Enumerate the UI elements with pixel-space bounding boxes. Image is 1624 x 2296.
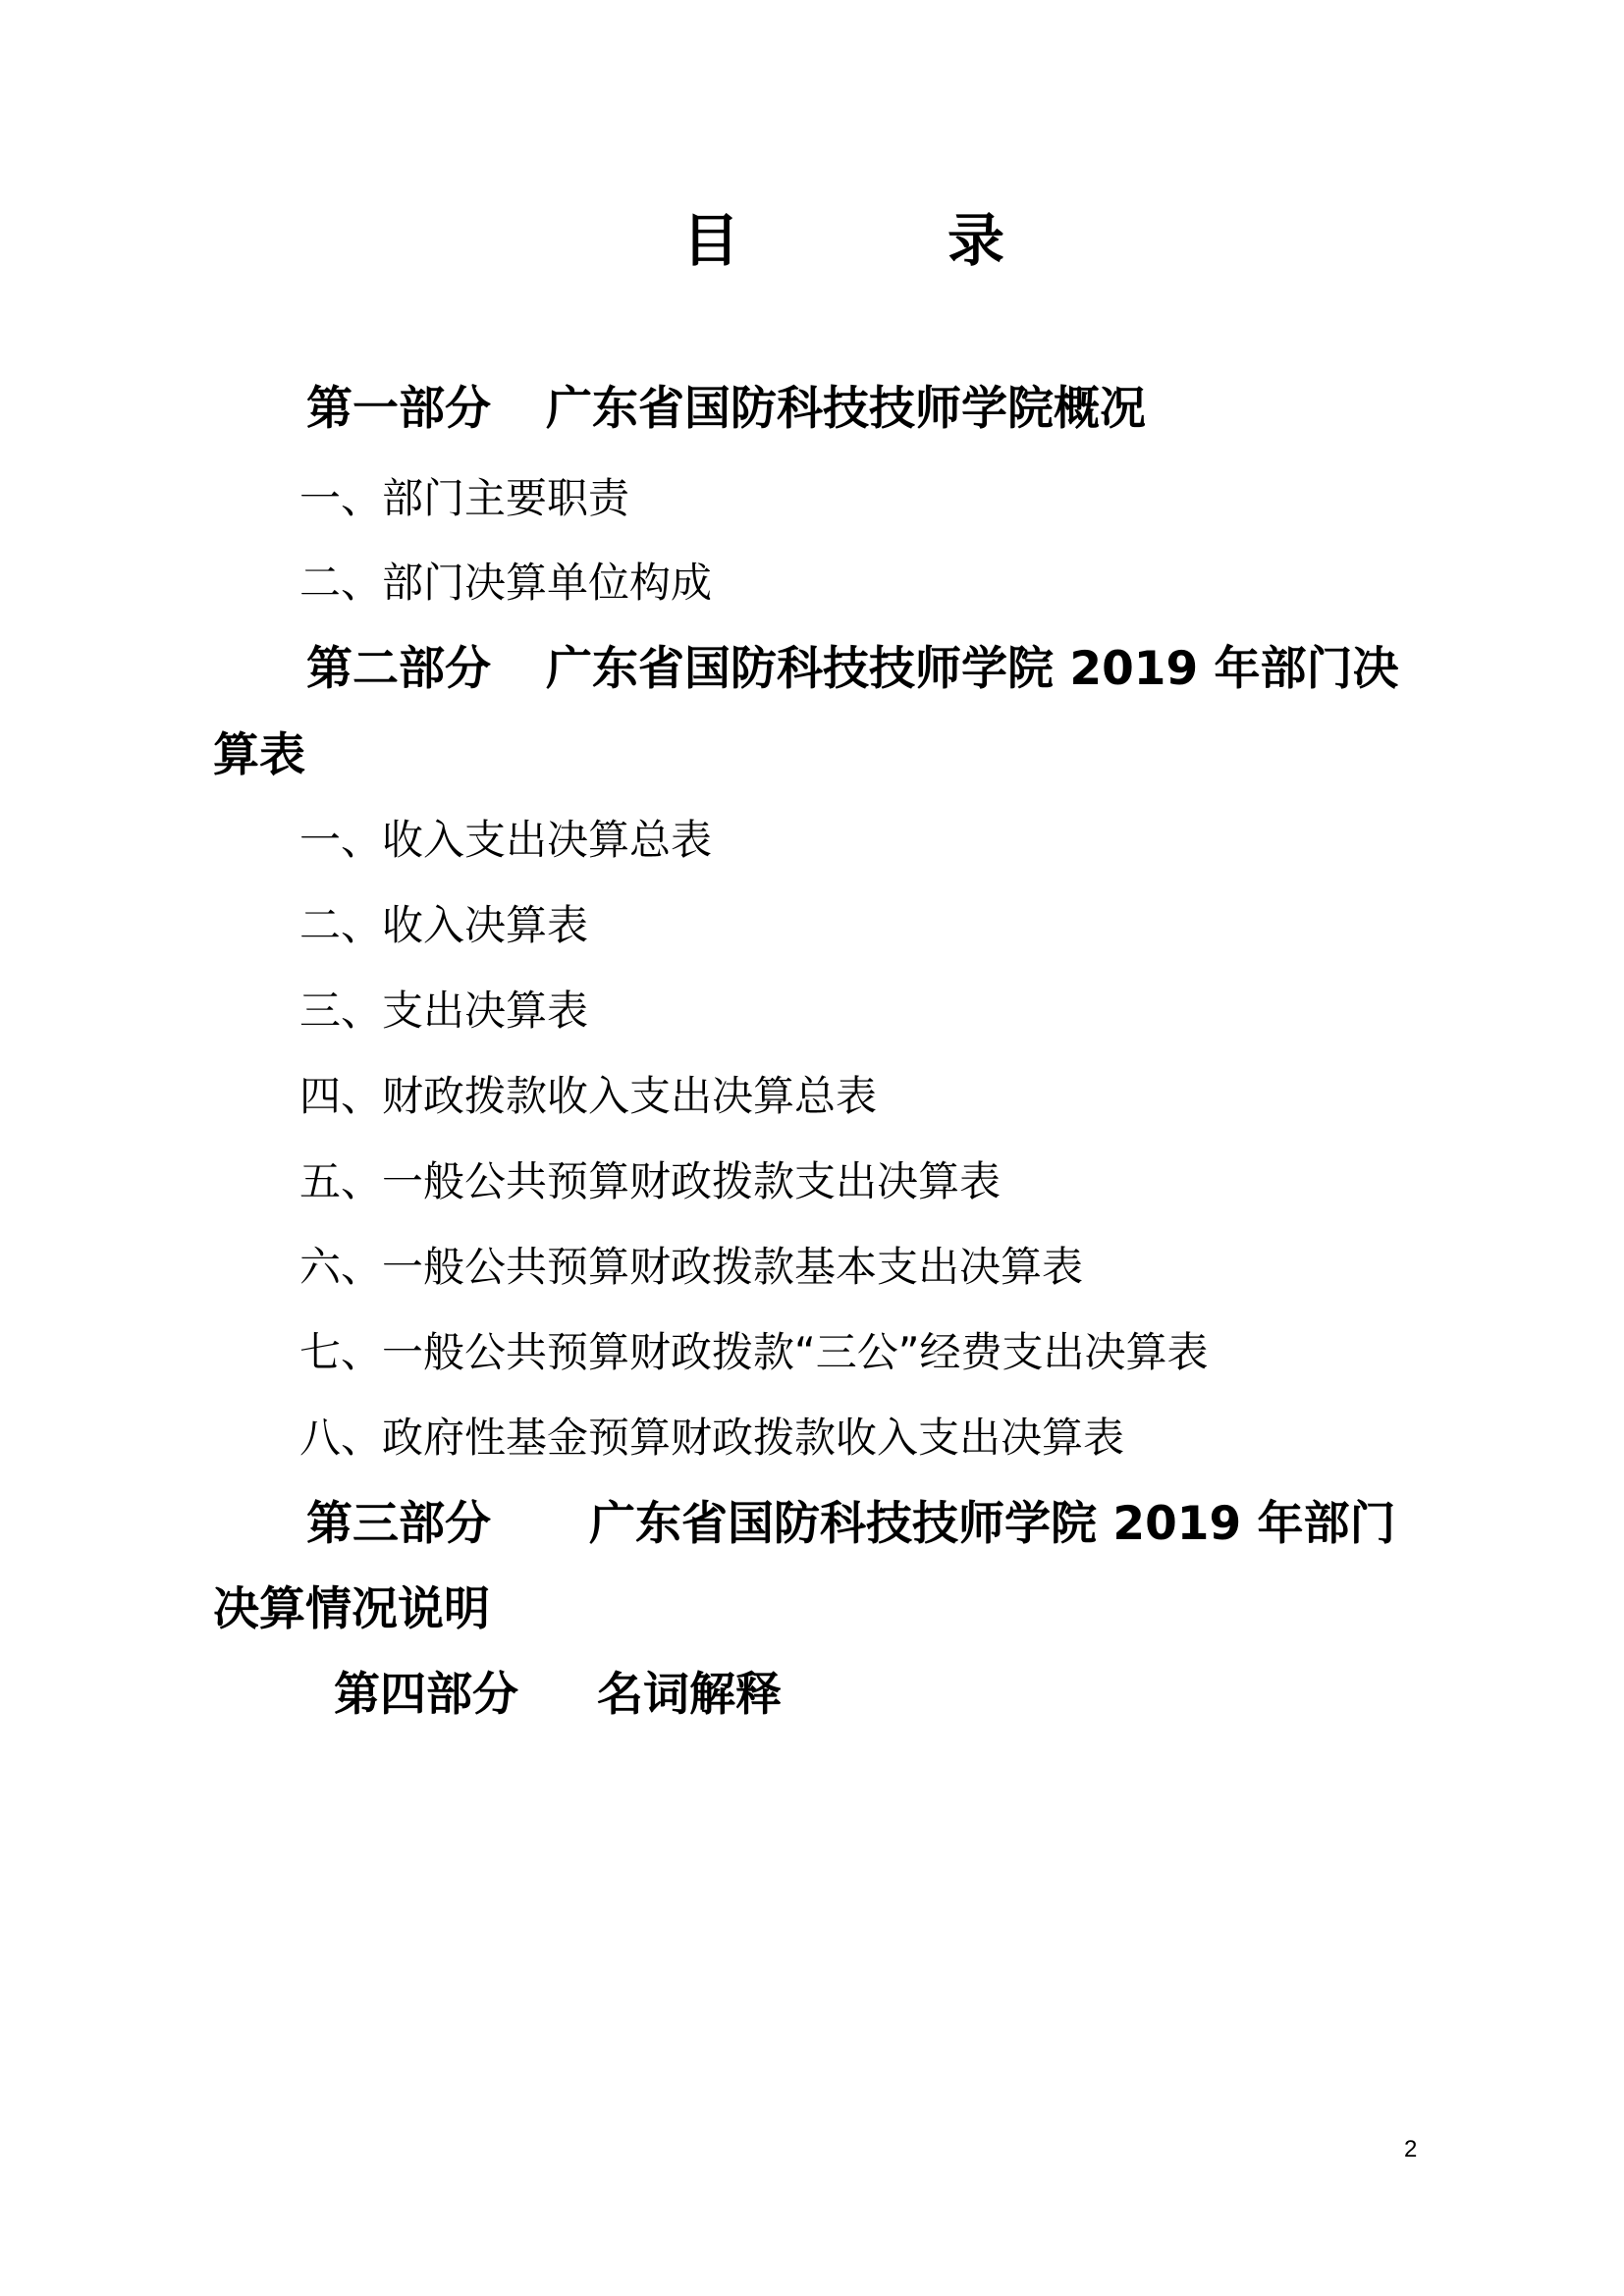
toc-part-3-title-line-1: 广东省国防科技技师学院 2019 年部门 (589, 1497, 1396, 1551)
toc-part-2-item-2[interactable]: 二、收入决算表 (299, 901, 589, 949)
toc-part-2-item-3[interactable]: 三、支出决算表 (299, 987, 589, 1035)
toc-part-3[interactable] (306, 1495, 1396, 1554)
toc-part-1-title: 广东省国防科技技师学院概况 (546, 382, 1146, 436)
toc-part-2-item-4[interactable]: 四、财政拨款收入支出决算总表 (299, 1072, 878, 1120)
toc-part-4[interactable] (334, 1666, 782, 1725)
toc-part-2-item-1[interactable]: 一、收入支出决算总表 (299, 816, 713, 864)
toc-part-1[interactable] (306, 380, 1146, 439)
toc-part-2-title-line-1: 广东省国防科技技师学院 2019 年部门决 (546, 642, 1399, 696)
toc-part-4-title: 名词解释 (597, 1668, 782, 1722)
toc-part-1-item-2[interactable]: 二、部门决算单位构成 (299, 559, 713, 607)
page-number: 2 (1404, 2136, 1418, 2163)
toc-title (0, 196, 1624, 285)
toc-part-1-item-1[interactable]: 一、部门主要职责 (299, 474, 630, 522)
toc-part-3-label: 第三部分 (306, 1497, 491, 1551)
toc-part-3-title-line-2[interactable]: 决算情况说明 (213, 1582, 490, 1636)
toc-part-2-item-8[interactable]: 八、政府性基金预算财政拨款收入支出决算表 (299, 1414, 1125, 1462)
toc-part-2-item-7[interactable]: 七、一般公共预算财政拨款“三公”经费支出决算表 (299, 1328, 1209, 1376)
toc-part-2-item-5[interactable]: 五、一般公共预算财政拨款支出决算表 (299, 1157, 1001, 1205)
toc-part-2-title-line-2[interactable]: 算表 (213, 728, 305, 782)
toc-title-char-2: 录 (947, 207, 1005, 274)
toc-part-2-item-6[interactable]: 六、一般公共预算财政拨款基本支出决算表 (299, 1243, 1084, 1291)
toc-part-4-label: 第四部分 (334, 1668, 518, 1722)
toc-part-2[interactable] (306, 640, 1399, 699)
toc-part-2-label: 第二部分 (306, 642, 491, 696)
toc-title-char-1: 目 (682, 207, 740, 274)
toc-part-1-label: 第一部分 (306, 382, 491, 436)
